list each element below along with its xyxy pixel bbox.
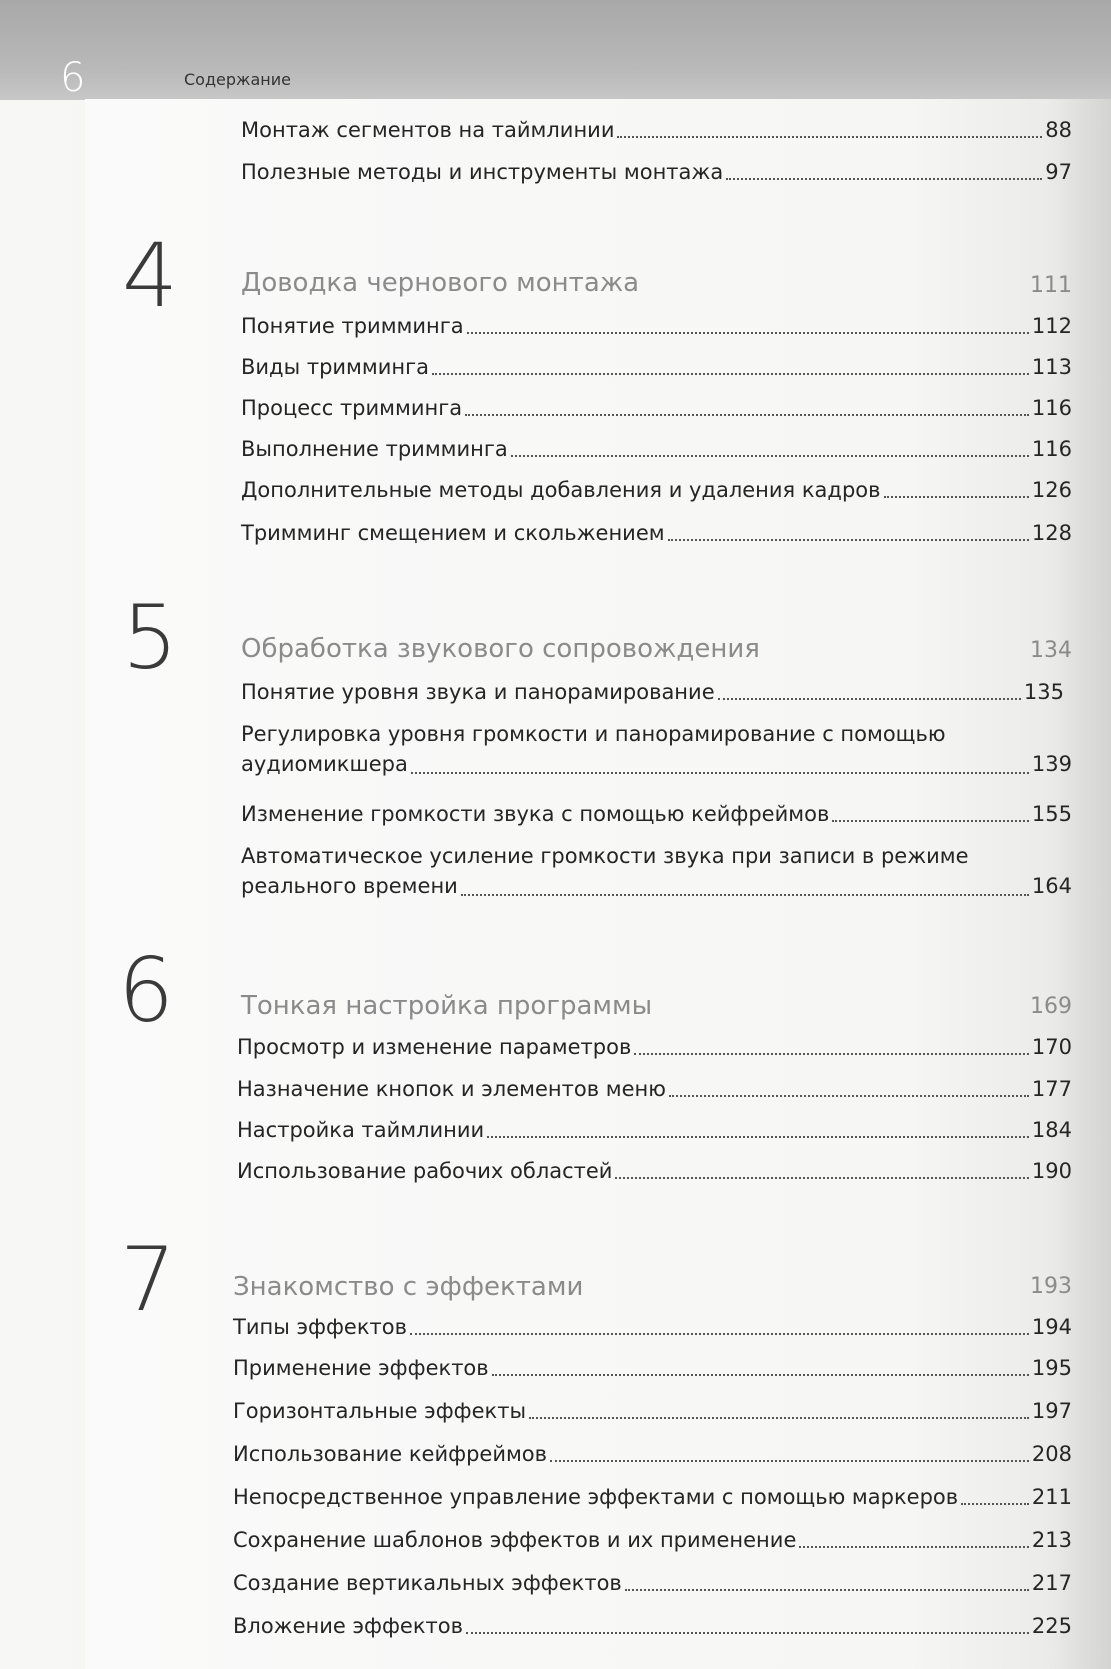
toc-entry: Типы эффектов 194	[233, 1315, 1072, 1339]
toc-entry: Выполнение тримминга 116	[241, 437, 1072, 461]
toc-entry: Монтаж сегментов на таймлинии 88	[241, 118, 1072, 142]
chapter-title: Доводка чернового монтажа	[241, 268, 640, 298]
chapter-page: 169	[1030, 994, 1072, 1019]
toc-entry: Сохранение шаблонов эффектов и их применение 213	[233, 1528, 1072, 1552]
chapter-page: 134	[1030, 638, 1072, 663]
chapter-title: Тонкая настройка программы	[241, 991, 653, 1021]
chapter-number: 4	[122, 224, 178, 327]
toc-entry: Горизонтальные эффекты 197	[233, 1399, 1072, 1423]
toc-entry: Процесс тримминга 116	[241, 396, 1072, 420]
chapter-title: Обработка звукового сопровождения	[241, 634, 760, 664]
toc-entry: Понятие тримминга 112	[241, 314, 1072, 338]
toc-entry: Изменение громкости звука с помощью кейфреймов 155	[241, 802, 1072, 826]
toc-entry: Просмотр и изменение параметров 170	[237, 1035, 1072, 1059]
header-band	[0, 0, 1111, 100]
toc-entry: Полезные методы и инструменты монтажа 97	[241, 160, 1072, 184]
running-title: Содержание	[184, 70, 291, 89]
toc-entry-multiline: Регулировка уровня громкости и панорамирование с помощью аудиомикшера 139	[241, 722, 1072, 777]
toc-entry: Создание вертикальных эффектов 217	[233, 1571, 1072, 1595]
toc-entry: Непосредственное управление эффектами с помощью маркеров 211	[233, 1485, 1072, 1509]
toc-entry: Вложение эффектов 225	[233, 1614, 1072, 1638]
toc-entry: Тримминг смещением и скольжением 128	[241, 521, 1072, 545]
chapter-page: 111	[1030, 273, 1072, 298]
page-number: 6	[60, 55, 86, 101]
toc-entry: Дополнительные методы добавления и удаления кадров 126	[241, 478, 1072, 502]
toc-entry: Виды тримминга 113	[241, 355, 1072, 379]
toc-entry: Понятие уровня звука и панорамирование 135	[241, 680, 1064, 704]
toc-entry: Назначение кнопок и элементов меню 177	[237, 1077, 1072, 1101]
toc-entry: Настройка таймлинии 184	[237, 1118, 1072, 1142]
chapter-number: 7	[120, 1228, 176, 1331]
chapter-number: 6	[118, 939, 174, 1042]
toc-entry: Использование кейфреймов 208	[233, 1442, 1072, 1466]
toc-entry: Применение эффектов 195	[233, 1356, 1072, 1380]
chapter-page: 193	[1030, 1274, 1072, 1299]
chapter-number: 5	[122, 586, 178, 689]
toc-entry-multiline: Автоматическое усиление громкости звука при записи в режиме реального времени 164	[241, 844, 1072, 899]
toc-entry: Использование рабочих областей 190	[237, 1159, 1072, 1183]
chapter-title: Знакомство с эффектами	[233, 1272, 584, 1302]
